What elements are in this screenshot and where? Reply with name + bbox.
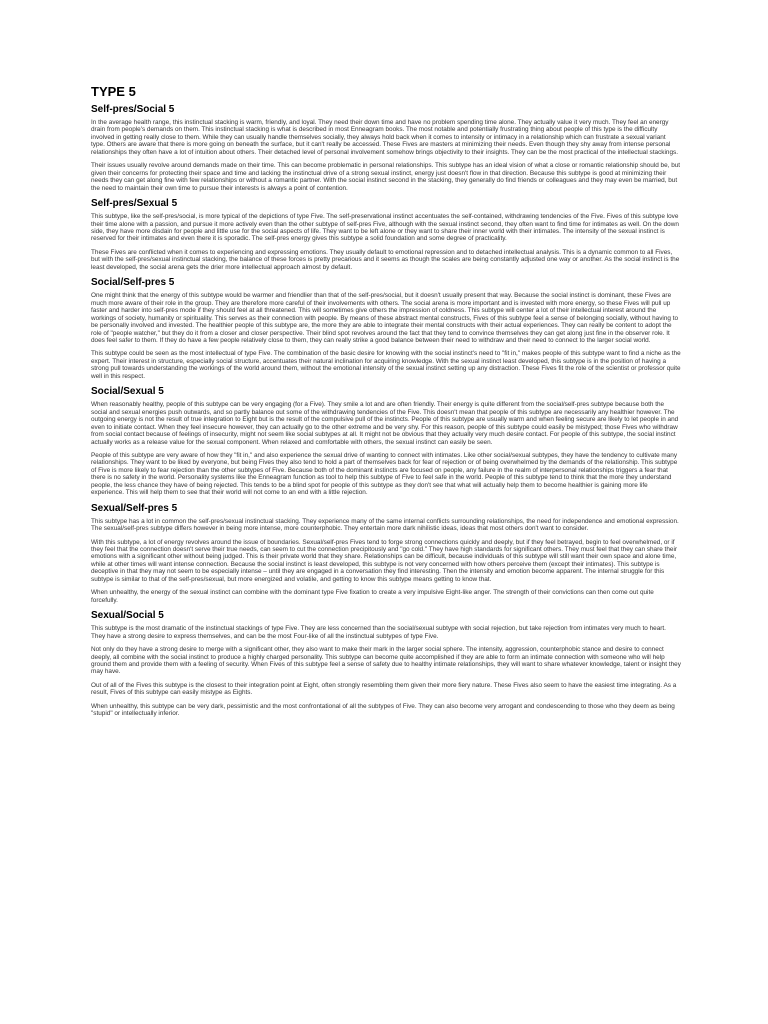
paragraph: Not only do they have a strong desire to merge with a significant other, they also want to make their mark in the larger social sphere. The intensity, aggression, counterphobic stance and desire to connect deeply, all combine with the social instinct to produce a highly charged personality. This subtype can become quite accomplished if they are able to form an intimate connection with someone who will help ground them and provide them with a feeling of security. When Fives of this subtype feel a sense of safety due to healthy intimate relationships, they will want to share whatever knowledge, talent or insight they may have.: [91, 646, 681, 676]
section-heading: Sexual/Social 5: [91, 610, 164, 622]
paragraph: Out of all of the Fives this subtype is the closest to their integration point at Eight, often strongly resembling them given their more fiery nature. These Fives also seem to have the easiest time integrating. As a result, Fives of this subtype can easily mistype as Eights.: [91, 681, 677, 697]
section-social-self-pres: [91, 277, 681, 380]
section-sexual-social: [91, 610, 681, 718]
section-self-pres-social: [91, 104, 681, 192]
section-heading: Self-pres/Social 5: [91, 104, 175, 115]
document-title: TYPE 5: [91, 84, 136, 99]
paragraph: One might think that the energy of this subtype would be warmer and friendlier than that of the self-pres/social, but it doesn't usually present that way. Because the social instinct is dominant, these Fives are much more aware of their role in the group. They are therefore more careful of their involvements with others. The social arena is more important and is invested with more energy, so these Fives will pull up faster and harder into self-pres mode if they should feel at all threatened. This will sometimes give others the impression of coldness. This subtype will center a lot of their intellectual interest around the workings of society, humanity or spirituality. This serves as their connection with people. By means of these abstract mental constructs, Fives of this subtype feel a sense of belonging socially, without having to be personally involved and invested. The healthier people of this subtype are, the more they are able to integrate their mental constructs with their actual experiences. They can really be content to adopt the role of "people watcher," but they do it from a closer and closer perspective. Their blind spot revolves around the fact that they tend to convince themselves they can get along just fine in the observer role. It does feel safer to them. If they do have a few people relatively close to them, they can really strike a good balance between their need to withdraw and their need to connect to the larger social world.: [91, 292, 679, 344]
section-heading: Self-pres/Sexual 5: [91, 198, 178, 210]
paragraph: In the average health range, this instinctual stacking is warm, friendly, and loyal. They need their down time and have no problem spending time alone. They actually value it very much. They feel an energy drain from people's demands on them. This instinctual stacking is what is described in most Enneagram books. The most notable and potentially frustrating thing about people of this type is the difficulty involved in getting really close to them. While they can usually handle themselves socially, they always hold back when it comes to intensity or intimacy in a relationship which can frustrate a sexual variant type. Others are aware that there is more going on beneath the surface, but it can't really be accessed. These Fives are masters at minimizing their needs. Even though they shy away from intense personal relationships they often have a lot of intuition about others. Their detached level of personal involvement somehow brings objectivity to their insights. They can be the most practical of the intellectual stackings.: [91, 119, 678, 156]
paragraph: When reasonably healthy, people of this subtype can be very engaging (for a Five). They smile a lot and are often friendly. Their energy is quite different from the social/self-pres subtype because both the social and sexual energies push outwards, and so partly balance out some of the withdrawing tendencies of the Five. This doesn't mean that people of this subtype are necessarily any healthier however. The outgoing energy is not the result of true integration to Eight but is the result of the compulsive pull of the instincts. People of this subtype are usually warm and when feeling secure are likely to let people in and even to initiate contact. When they feel insecure however, they can actually go to the other extreme and be very shy. For this reason, people of this subtype could easily be mistyped; those Fives who withdraw from social contact because of feelings of insecurity, might not seem like social subtypes at all. It might not be obvious that they actually very much desire contact. For people of this subtype, the social instinct actually works as a release value for the sexual component. When relaxed and comfortable with others, the sexual instinct can easily be seen.: [91, 401, 679, 446]
paragraph: This subtype, like the self-pres/social, is more typical of the depictions of type Five. The self-preservational instinct accentuates the self-contained, withdrawing tendencies of the Five. Fives of this subtype love their time alone with a passion, and pursue it more actively even than the other subtype of self-pres Five, although with the sexual instinct second, they often want to find time for intimates as well. On the down side, they have more disdain for people and little use for the social aspects of life. They want to be left alone or they want to share their inner world with their intimates. The intensity of the sexual instinct is reserved for their intimates and even there it is sporadic. The self-pres energy gives this subtype a solid foundation and some degree of practicality.: [91, 213, 679, 243]
paragraph: When unhealthy, this subtype can be very dark, pessimistic and the most confrontational of all the subtypes of Five. They can also become very arrogant and condescending to those who they deem as being "stupid" or intellectually inferior.: [91, 702, 675, 718]
paragraph: These Fives are conflicted when it comes to experiencing and expressing emotions. They usually default to emotional repression and to detached intellectual analysis. This is a dynamic common to all Fives, but with the self-pres/sexual instinctual stacking, the balance of these forces is pretty precarious and it seems as though the scales are being constantly adjusted one way or another. As the social instinct is the least developed, the social arena gets the drier more intellectual approach almost by default.: [91, 248, 680, 271]
section-sexual-self-pres: [91, 503, 681, 605]
paragraph: This subtype could be seen as the most intellectual of type Five. The combination of the basic desire for knowing with the social instinct's need to "fit in," makes people of this subtype want to find a niche as the expert. Their interest in structure, especially social structure, accentuates their natural inclination for acquiring knowledge. With the sexual instinct least developed, this subtype is in the position of having a strong pull towards understanding the workings of the world around them, without the emotional intensity of the sexual instinct setting up any distraction. These Fives fit the role of the scientist or professor quite well in this respect.: [91, 350, 681, 380]
paragraph: With this subtype, a lot of energy revolves around the issue of boundaries. Sexual/self-pres Fives tend to forge strong connections quickly and deeply, but if they feel betrayed, begin to feel overwhelmed, or if they feel that the connection doesn't serve their true needs, can seem to cut the connection precipitously and "go cold." They have high standards for significant others. They must feel that they can share their emotions with a significant other without being judged. This is their private world that they share. Relationships can be difficult, because individuals of this subtype will still want their own space and alone time, while at other times will want intense connection. Because the social instinct is least developed, this subtype is not very concerned with how others perceive them (except their intimates). This subtype is deceptive in that they may not seem to be especially intense – until they are engaged in a conversation they find interesting. Then the intensity and emotion become apparent. The internal struggle for this subtype is similar to that of the self-pres/sexual, but more energized and volatile, and getting to know this subtype means getting to know that.: [91, 538, 677, 583]
section-social-sexual: [91, 386, 681, 496]
paragraph: When unhealthy, the energy of the sexual instinct can combine with the dominant type Five fixation to create a very impulsive Eight-like anger. The strength of their convictions can then come out quite forcefully.: [91, 589, 654, 604]
section-heading: Social/Sexual 5: [91, 386, 164, 398]
paragraph: This subtype is the most dramatic of the instinctual stackings of type Five. They are less concerned than the social/sexual subtype with social rejection, but take rejection from intimates very much to heart. They have a strong desire to express themselves, and can be the most Four-like of all the instinctual subtypes of type Five.: [91, 625, 666, 640]
section-heading: Social/Self-pres 5: [91, 277, 175, 289]
paragraph: Their issues usually revolve around demands made on their time. This can become problematic in personal relationships. This subtype has an ideal vision of what a close or romantic relationship should be, but given their concerns for protecting their space and time and lacking the instinctual drive of a strong sexual instinct, energy just doesn't flow in that direction. Because this subtype is good at minimizing their needs they can get along fine with few relationships or without a romantic partner. With the social instinct second in the stacking, they generally do find friends or colleagues and they may even be married, but the need to maintain their own time to pursue their interests is always a point of contention.: [91, 162, 681, 192]
paragraph: People of this subtype are very aware of how they "fit in," and also experience the sexual drive of wanting to connect with intimates. Like other social/sexual subtypes, they have the tendency to cultivate many relationships. They want to be liked by everyone, but being Fives they also tend to hold a part of themselves back for fear of rejection or of being overwhelmed by the demands of the relationship. This subtype of Five is more likely to fear rejection than the other subtypes of Five. Because both of the dominant instincts are focused on people, any failure in the realm of interpersonal relationships triggers a fear that there is no safety in the world. Personality systems like the Enneagram function as tool to help this subtype of Five to feel safe in the world. People of this subtype tend to think that the more they understand people, the less chance they have of being rejected. This tends to be a blind spot for people of this subtype as they don't see that what will actually help them to become healthier is gaining more life experience. This will help them to see that their world will not come to an end with a little rejection.: [91, 451, 678, 497]
section-self-pres-sexual: [91, 198, 681, 271]
paragraph: This subtype has a lot in common the self-pres/sexual instinctual stacking. They experience many of the same internal conflicts surrounding relationships, the need for independence and emotional expression. The sexual/self-pres subtype differs however in being more intense, more counterphobic. They entertain more dark nihilistic ideas, ideas that most others don't want to consider.: [91, 517, 679, 533]
section-heading: Sexual/Self-pres 5: [91, 502, 178, 514]
document-page: [91, 84, 681, 724]
